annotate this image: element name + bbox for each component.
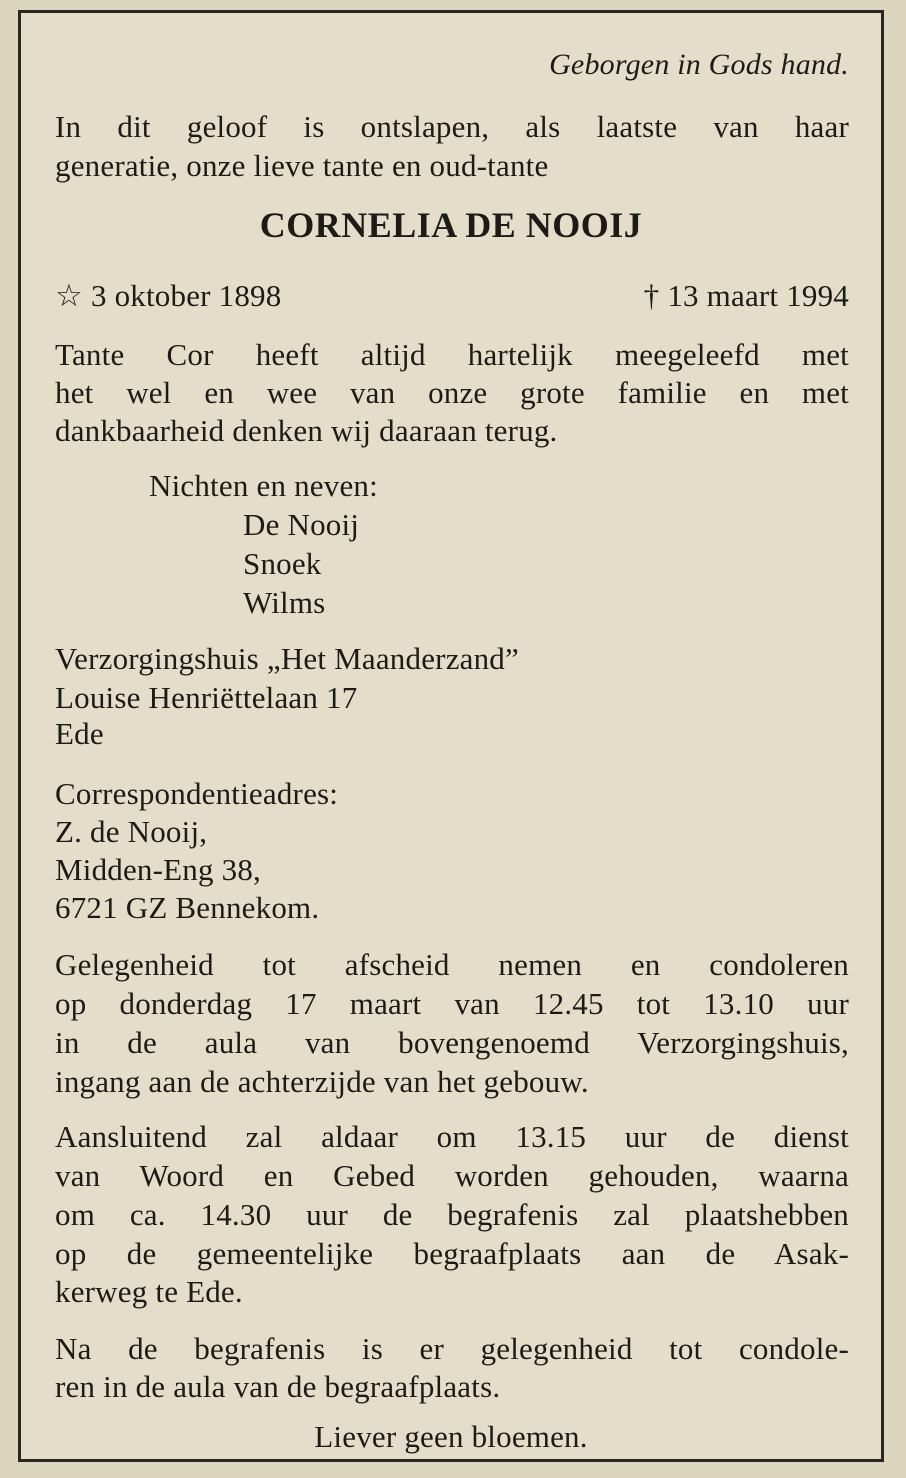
correspondence-line: Z. de Nooij,: [55, 814, 208, 849]
correspondence-line: Midden-Eng 38,: [55, 852, 261, 887]
service-line: van Woord en Gebed worden gehouden, waarna: [55, 1158, 849, 1193]
relatives-heading: Nichten en neven:: [149, 468, 378, 503]
obituary-notice: [18, 10, 884, 1462]
tribute-line: het wel en wee van onze grote familie en met: [55, 375, 849, 410]
birth-date: ☆ 3 oktober 1898: [55, 278, 282, 313]
relative-family: Snoek: [243, 546, 322, 581]
tribute-line: dankbaarheid denken wij daaraan terug.: [55, 413, 558, 448]
farewell-line: ingang aan de achterzijde van het gebouw.: [55, 1064, 589, 1099]
home-address-line: Louise Henriëttelaan 17: [55, 680, 358, 715]
correspondence-line: 6721 GZ Bennekom.: [55, 890, 320, 925]
service-line: op de gemeentelijke begraafplaats aan de Asak-: [55, 1236, 849, 1271]
intro-line: In dit geloof is ontslapen, als laatste van haar: [55, 109, 849, 144]
closing-note: Liever geen bloemen.: [314, 1419, 588, 1454]
farewell-line: op donderdag 17 maart van 12.45 tot 13.10 uur: [55, 986, 849, 1021]
intro-line: generatie, onze lieve tante en oud-tante: [55, 148, 549, 183]
after-line: Na de begrafenis is er gelegenheid tot condole-: [55, 1331, 849, 1366]
death-date: † 13 maart 1994: [643, 278, 849, 313]
motto: Geborgen in Gods hand.: [549, 48, 849, 81]
home-address-line: Ede: [55, 716, 104, 751]
deceased-name: CORNELIA DE NOOIJ: [259, 205, 643, 245]
relative-family: Wilms: [243, 585, 326, 620]
farewell-line: in de aula van bovengenoemd Verzorgingshuis,: [55, 1025, 849, 1060]
service-line: kerweg te Ede.: [55, 1274, 243, 1309]
farewell-line: Gelegenheid tot afscheid nemen en condoleren: [55, 947, 849, 982]
service-line: Aansluitend zal aldaar om 13.15 uur de dienst: [55, 1119, 849, 1154]
tribute-line: Tante Cor heeft altijd hartelijk meegeleefd met: [55, 337, 849, 372]
home-address-line: Verzorgingshuis „Het Maanderzand”: [55, 641, 519, 676]
after-line: ren in de aula van de begraafplaats.: [55, 1369, 501, 1404]
service-line: om ca. 14.30 uur de begrafenis zal plaatshebben: [55, 1197, 849, 1232]
relative-family: De Nooij: [243, 507, 360, 542]
correspondence-heading: Correspondentieadres:: [55, 776, 339, 811]
